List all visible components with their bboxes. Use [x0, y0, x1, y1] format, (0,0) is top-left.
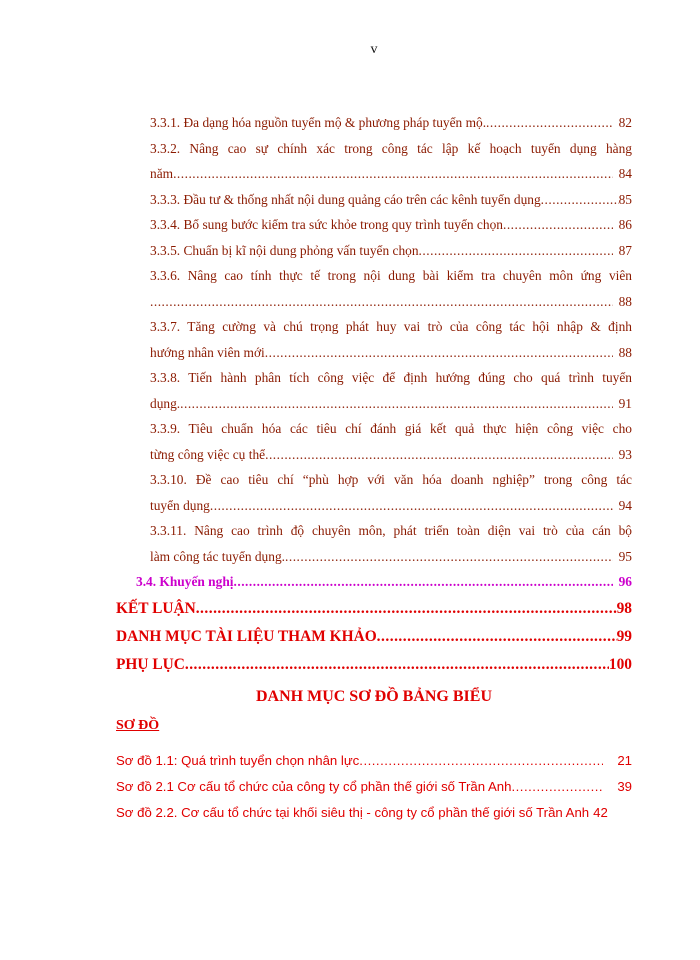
toc-entry[interactable]: [150, 416, 632, 467]
toc-entry-recommendations[interactable]: [136, 569, 632, 595]
toc-entry-references[interactable]: [116, 623, 632, 651]
toc-entry[interactable]: [150, 110, 632, 136]
toc-entry-title: DANH MỤC TÀI LIỆU THAM KHẢO: [116, 627, 377, 645]
toc-entry-title-cont: tuyển dụng: [150, 497, 210, 513]
toc-entry[interactable]: [150, 136, 632, 187]
toc-entry[interactable]: [150, 365, 632, 416]
figure-entry-page: 39: [617, 779, 632, 794]
toc-entry-page: 86: [618, 217, 632, 232]
figure-entry-page: 42: [593, 805, 608, 820]
toc-entry[interactable]: [150, 518, 632, 569]
toc-entry-page: 94: [618, 497, 632, 513]
figure-entry[interactable]: [116, 800, 632, 826]
toc-entry-page: 93: [618, 446, 632, 462]
toc-entry-page: 91: [618, 395, 632, 411]
toc-entry-page: 100: [608, 655, 632, 673]
sub-title: SƠ ĐỒ: [116, 718, 160, 733]
toc-entry-title: 3.3.6. Nâng cao tính thực tế trong nội dung bài kiểm tra chuyên môn ứng viên: [150, 268, 632, 283]
section-title: DANH MỤC SƠ ĐỒ BẢNG BIỂU: [255, 688, 492, 705]
leader-dots: [503, 212, 613, 238]
toc-entry[interactable]: [150, 314, 632, 365]
toc-entry[interactable]: [150, 187, 632, 213]
toc-entry-title: PHỤ LỤC: [116, 655, 185, 673]
figure-entry-title: Sơ đồ 2.1 Cơ cấu tổ chức của công ty cổ phần thế giới số Trần Anh: [116, 779, 512, 794]
toc-entry-title: 3.3.5. Chuẩn bị kĩ nội dung phỏng vấn tuyển chọn: [150, 242, 419, 258]
page-number: v: [370, 42, 378, 57]
figure-entry[interactable]: [116, 748, 632, 774]
leader-dots: [359, 748, 603, 774]
leader-dots: [210, 493, 613, 519]
leader-dots: [173, 161, 613, 187]
leader-dots: [185, 651, 609, 679]
toc-entry-page: 85: [618, 191, 632, 207]
toc-entry-title: 3.3.7. Tăng cường và chú trọng phát huy vai trò của công tác hội nhập & định: [150, 319, 632, 334]
leader-dots: [511, 774, 603, 800]
toc-entry[interactable]: [150, 263, 632, 314]
toc-entry-title: 3.3.3. Đầu tư & thống nhất nội dung quảng cáo trên các kênh tuyển dụng: [150, 191, 541, 207]
toc-entry-title: 3.4. Khuyến nghị: [136, 574, 234, 589]
toc-entry-title-cont: hướng nhân viên mới: [150, 344, 265, 360]
figure-entry-title: Sơ đồ 1.1: Quá trình tuyển chọn nhân lực: [116, 753, 360, 768]
toc-entry[interactable]: [150, 467, 632, 518]
figure-entry[interactable]: [116, 774, 632, 800]
toc-entry-title: 3.3.9. Tiêu chuẩn hóa các tiêu chí đánh giá kết quả thực hiện công việc cho: [150, 421, 632, 436]
figure-list: [116, 748, 632, 826]
leader-dots: [419, 238, 613, 264]
toc-entry-page: 96: [618, 574, 632, 589]
leader-dots: [377, 623, 617, 651]
toc-entry-title-cont: năm: [150, 166, 174, 181]
toc-entry-title-cont: dụng.: [150, 395, 181, 411]
leader-dots: [180, 391, 612, 417]
toc-entry-page: 99: [616, 627, 632, 645]
toc-entry-title: 3.3.2. Nâng cao sự chính xác trong công tác lập kế hoạch tuyển dụng hàng: [150, 140, 632, 156]
table-of-contents: [116, 110, 632, 679]
leader-dots: [150, 289, 613, 315]
toc-entry-page: 88: [618, 344, 632, 360]
leader-dots: [486, 110, 613, 136]
toc-entry[interactable]: [150, 238, 632, 264]
toc-entry-title-cont: làm công tác tuyển dụng.: [150, 548, 285, 564]
leader-dots: [196, 595, 617, 623]
toc-entry-title: 3.3.1. Đa dạng hóa nguồn tuyển mộ & phương pháp tuyển mộ.: [150, 115, 487, 130]
toc-entry-page: 88: [618, 293, 632, 309]
leader-dots: [541, 187, 619, 213]
toc-entry-page: 84: [618, 166, 632, 181]
figure-entry-page: 21: [617, 753, 632, 768]
leader-dots: [265, 340, 613, 366]
toc-entry-title-cont: từng công việc cụ thể: [150, 446, 266, 462]
toc-entry-title: 3.3.8. Tiến hành phân tích công việc để định hướng đúng cho quá trình tuyển: [150, 370, 632, 385]
toc-entry-page: 82: [618, 115, 632, 130]
toc-entry-appendix[interactable]: [116, 651, 632, 679]
toc-entry-page: 98: [616, 599, 632, 617]
toc-entry-page: 95: [618, 548, 632, 564]
toc-entry-title: 3.3.10. Đề cao tiêu chí “phù hợp với văn hóa doanh nghiệp” trong công tác: [150, 472, 632, 487]
figure-entry-title: Sơ đồ 2.2. Cơ cấu tổ chức tại khối siêu thị - công ty cổ phần thế giới số Trần Anh: [116, 805, 590, 820]
leader-dots: [285, 544, 613, 570]
leader-dots: [234, 569, 613, 595]
leader-dots: [265, 442, 613, 468]
toc-entry-conclusion[interactable]: [116, 595, 632, 623]
toc-entry-title: 3.3.11. Nâng cao trình độ chuyên môn, phát triển toàn diện vai trò của cán bộ: [150, 523, 632, 538]
toc-entry-title: 3.3.4. Bổ sung bước kiểm tra sức khỏe trong quy trình tuyển chọn: [150, 217, 503, 232]
toc-entry-title: KẾT LUẬN: [116, 599, 196, 617]
toc-entry-page: 87: [618, 242, 632, 258]
toc-entry[interactable]: [150, 212, 632, 238]
